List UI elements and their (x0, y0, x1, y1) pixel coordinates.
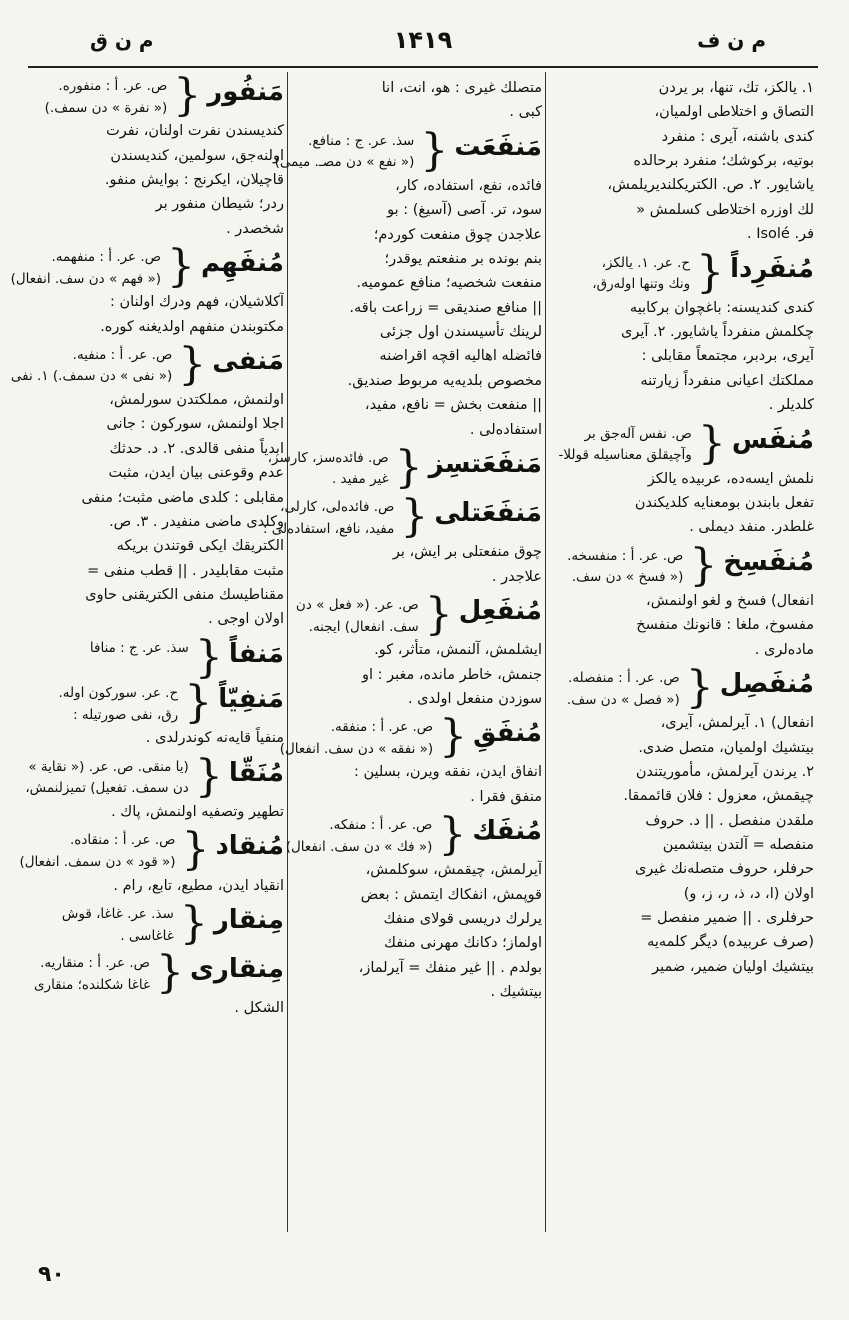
grammar-line: ح. عر. سوركون اولە. (58, 685, 179, 702)
dictionary-entry (22, 897, 284, 949)
continuation-text (548, 76, 814, 247)
definition-line: علاجدن چوق منفعت كوردم؛ (373, 226, 542, 243)
definition-line: ابدياً منفى قالدى. ۲. د. حدثك (109, 440, 284, 457)
definition-line: لرينك تأسيسندن اول جزئى (379, 324, 542, 341)
grammar-line: ص. فائدەلى، كارلى، (280, 499, 395, 516)
grammar-line: ص. عر. أ : منفقه. (330, 719, 434, 736)
definition-line: اولان (ا، د، ذ، ر، ز، و) (683, 885, 814, 902)
definition-line: كنديسندن نفرت اولنان، نفرت (106, 123, 284, 140)
definition-line: مخصوص بلديەيه مربوط صنديق. (347, 372, 542, 389)
definition-line: آيرلمش، چيقمش، سوكلمش، (365, 862, 542, 879)
definition-line: ايشلمش، آلنمش، متأثر، كو. (374, 642, 542, 659)
definition-line: بولدم . || غير منفك = آيرلماز، (358, 959, 542, 976)
grammar-line: (« نفع » دن مصـ. ميمى) (274, 154, 415, 171)
brace-glyph: { (697, 417, 726, 469)
headword: مِنقار (213, 904, 284, 935)
headword: مُنفَرِداً (730, 253, 814, 284)
grammar-line: وآچيقلق معناسيله قوللا- (558, 447, 692, 464)
dictionary-entry (548, 246, 814, 418)
definition-line: ملقدن منفصل . || د. حروف (645, 812, 814, 829)
brace-glyph: { (167, 240, 196, 292)
grammar-note (22, 953, 150, 996)
entry-head (22, 631, 284, 683)
grammar-line: سذ. عر. ج : منافع. (308, 132, 415, 149)
brace-glyph: { (178, 338, 207, 390)
definition (290, 540, 542, 589)
grammar-line: (« نفقه » دن سف. انفعال) (279, 740, 434, 757)
headword: مُنَقّا (228, 757, 284, 788)
grammar-note (280, 717, 433, 760)
header-left-guide: م ن ق (90, 28, 154, 52)
definition-line: بنم بونده بر منفعتم يوقدر؛ (384, 250, 542, 267)
dictionary-entry (22, 631, 284, 683)
column-left (10, 70, 284, 1027)
definition-line: منفق فقرا . (470, 788, 542, 805)
definition-line: الشكل . (234, 1000, 284, 1017)
brace-glyph: { (696, 246, 725, 298)
headword: مُنقاد (215, 831, 284, 862)
headword: مِنقارى (190, 954, 284, 985)
entry-head (22, 947, 284, 999)
page-header (28, 22, 818, 62)
brace-glyph: { (400, 491, 429, 543)
entry-head (548, 417, 814, 469)
grammar-line: ونك وتنها اولەرق، (592, 276, 691, 293)
grammar-line: سذ. عر. غاغا، قوش (61, 905, 174, 922)
entry-head (10, 240, 284, 292)
entry-head (22, 70, 284, 121)
definition-line: آكلاشيلان، فهم ودرك اولنان : (110, 294, 284, 311)
definition-line: جنمش، خاطر ماندە، مغبر : او (361, 666, 542, 683)
grammar-note (19, 830, 175, 873)
grammar-note (286, 815, 433, 858)
definition (548, 589, 814, 662)
grammar-note (11, 345, 172, 388)
grammar-line: مفيد، نافع، استفادەلى : (262, 520, 395, 537)
definition (22, 119, 284, 241)
headword: مُنفَسِخ (723, 546, 814, 577)
definition-line: سوزدن منفعل اولدى . (407, 690, 542, 707)
dictionary-entry (10, 338, 284, 632)
definition-line: قوپمش، انفكاك ايتمش : بعض (360, 886, 542, 903)
definition (290, 858, 542, 1004)
definition (290, 174, 542, 442)
grammar-line: غاغاسى . (120, 927, 174, 944)
definition (548, 467, 814, 540)
grammar-note (548, 668, 680, 711)
grammar-line: (« قود » دن سمف. انفعال) (19, 853, 176, 870)
brace-glyph: { (439, 711, 468, 763)
definition (290, 638, 542, 711)
definition-line: عدم وقوعنى بيان ايدن، مثبت (108, 465, 284, 482)
entry-head (548, 662, 814, 714)
definition-line: فائده، نفع، استفاده، كار، (395, 177, 542, 194)
grammar-line: ح. عر. ۱. يالكز، (601, 254, 691, 271)
header-rule (28, 66, 818, 68)
grammar-note (548, 546, 683, 589)
entry-head (285, 809, 542, 861)
definition-line: ردر؛ شيطان منفور بر (155, 196, 284, 213)
grammar-line: ص. نفس آلەجق بر (584, 425, 692, 442)
grammar-line: ص. عر. أ : منفصله. (568, 670, 680, 687)
definition-line: مقابلى : كلدى ماضى مثبت؛ منفى (81, 489, 284, 506)
entry-head (262, 491, 542, 543)
brace-glyph: { (438, 809, 467, 861)
continuation-text (290, 76, 542, 125)
dictionary-entry (262, 491, 542, 589)
grammar-line: (« فصل » دن سف. (566, 691, 680, 708)
dictionary-entry (279, 711, 542, 809)
brace-glyph: { (689, 539, 718, 591)
text-line: فر. Isolé . (746, 226, 814, 243)
dictionary-entry (267, 441, 542, 493)
definition-line: مادەلرى . (754, 641, 814, 658)
column-right (548, 76, 814, 985)
definition-line: منفياً قايەنه كوندرلدى . (145, 730, 284, 747)
grammar-note (22, 683, 178, 726)
definition (22, 874, 284, 898)
dictionary-entry (22, 947, 284, 1021)
grammar-line: غير مفيد . (331, 471, 389, 488)
headword: مُنفَس (731, 424, 814, 455)
entry-head (548, 246, 814, 298)
grammar-line: (« فهم » دن سف. انفعال) (10, 270, 162, 287)
dictionary-entry (548, 539, 814, 662)
grammar-note (22, 904, 174, 947)
grammar-note (22, 757, 189, 800)
grammar-line: ص. عر. أ : منفهمه. (51, 248, 162, 265)
definition-line: شخصدر . (226, 220, 284, 237)
headword: مَنفَعَتلى (434, 498, 542, 529)
definition-line: بيتشيك اولميان، متصل ضدى. (638, 739, 814, 756)
entry-head (10, 338, 284, 390)
entry-head (548, 539, 814, 591)
text-line: لك اوزره اختلاطى كسلمش « (636, 201, 814, 218)
grammar-note (548, 424, 692, 467)
definition-line: غلطدر. منفد ديملى . (689, 519, 814, 536)
text-line: ياشايور. ۲. ص. الكتريكلنديريلمش، (607, 177, 814, 194)
definition-line: كلديلر . (768, 397, 814, 414)
definition-line: بيتشيك اوليان ضمير، ضمير (652, 958, 814, 975)
definition-line: آيرى، بردبر، مجتمعاً مقابلى : (641, 348, 814, 365)
brace-glyph: { (156, 947, 185, 999)
definition-line: || منفعت بخش = نافع، مفيد، (364, 397, 542, 414)
definition-line: مثبت مقابليدر . || قطب منفى = (87, 562, 284, 579)
grammar-line: سف. انفعال) ايجنه. (308, 618, 419, 635)
brace-glyph: { (685, 662, 714, 714)
entry-head (290, 588, 542, 640)
headword: مُنفَصِل (719, 669, 814, 700)
definition-line: چيقمش، معزول : فلان قائممقا. (623, 788, 814, 805)
brace-glyph: { (179, 897, 208, 949)
headword: مَنفَعَت (454, 131, 542, 162)
headword: مَنفاً (228, 638, 284, 669)
headword: مُنفَهِم (201, 247, 284, 278)
definition-line: كندى كنديسنه: باغچوان بركابيه (629, 299, 814, 316)
grammar-note (290, 595, 419, 638)
grammar-line: ص. عر. أ : منفيه. (72, 346, 173, 363)
definition (22, 800, 284, 824)
grammar-line: (يا منقى. ص. عر. (« نقاية » (28, 758, 189, 775)
footer-signature-mark: ۹۰ (38, 1262, 65, 1287)
definition-line: نلمش ايسەده، عربيده يالكز (647, 470, 814, 487)
grammar-note (275, 131, 415, 174)
grammar-note (11, 247, 161, 290)
definition-line: يرلرك دريسى قولاى منفك (383, 911, 542, 928)
definition-line: وكلدى ماضى منفيدر . ۳. ص. (109, 513, 284, 530)
dictionary-entry (290, 588, 542, 711)
definition-line: مفسوخ، ملغا : قانونك منفسخ (636, 617, 814, 634)
definition-line: حرفلر، حروف متصلەنك غيرى (634, 861, 814, 878)
definition-line: چكلمش منفرداً ياشايور. ۲. آيرى (620, 324, 814, 341)
entry-head (22, 750, 284, 802)
brace-glyph: { (394, 441, 423, 493)
dictionary-entry (10, 240, 284, 339)
text-line: بوتيه، بركوشك؛ منفرد برحالده (633, 153, 814, 170)
definition (22, 290, 284, 339)
definition-line: انفاق ايدن، نفقه ويرن، بسلين : (353, 764, 542, 781)
grammar-line: ص. عر. أ : منقاده. (69, 832, 176, 849)
dictionary-entry (285, 809, 542, 1004)
grammar-line: ص. عر. أ : منفوره. (58, 78, 168, 94)
text-line: التصاق و اختلاطى اولميان، (654, 104, 814, 121)
definition-line: مكتوبندن منفهم اولديغنه كوره. (100, 318, 284, 335)
definition-line: حرفلرى . || ضمير منفصل = (640, 910, 814, 927)
definition-line: اولان اوجى . (208, 611, 284, 628)
entry-head (22, 897, 284, 949)
brace-glyph: { (424, 588, 453, 640)
header-right-guide: م ن ف (697, 28, 766, 52)
definition-line: (صرف عربيده) ديگر كلمەيه (647, 934, 814, 951)
definition-line: ۲. يرندن آيرلمش، مأموريتندن (635, 763, 814, 780)
brace-glyph: { (420, 124, 449, 176)
grammar-line: رق، نفى صورتيله : (73, 706, 179, 723)
definition (548, 296, 814, 418)
brace-glyph: { (194, 750, 223, 802)
headword: مَنفُور (207, 77, 284, 107)
dictionary-entry (22, 750, 284, 825)
definition-line: تطهير وتصفيه اولنمش، پاك . (111, 804, 284, 820)
definition-line: منفصله = آلتدن بيتشمين (662, 837, 814, 854)
definition-line: قاچيلان، ايكرنج : بوايش منفو. (104, 171, 284, 188)
definition-line: فائضله اهاليه اقچه اقراضنه (379, 348, 542, 365)
definition-line: انفعال) فسخ و لغو اولنمش، (646, 592, 814, 609)
headword: مَنفَعَتسِز (428, 448, 542, 479)
definition-line: بيتشيك . (490, 984, 542, 1001)
text-line: متصلك غيرى : هو، انت، انا (381, 80, 542, 96)
definition-line: انفعال) ۱. آيرلمش، آيرى، (660, 715, 814, 732)
definition-line: || منافع صنديقى = زراعت باقه. (349, 299, 542, 316)
grammar-line: (« نفرة » دن سمف.) (44, 99, 168, 116)
definition-line: تفعل بابندن بومعنايه كلديكندن (634, 495, 814, 512)
grammar-line: ص. عر. أ : منفسخه. (567, 547, 684, 564)
definition-line: استفادەلى . (469, 421, 542, 438)
definition-line: انقياد ايدن، مطيع، تابع، رام . (113, 877, 284, 894)
grammar-note (22, 638, 189, 660)
definition-line: اجلا اولنمش، سوركون : جانى (106, 416, 284, 433)
headword: مُنفَك (472, 816, 542, 847)
grammar-line: (« فك » دن سف. انفعال) (285, 838, 433, 855)
grammar-note (22, 76, 167, 119)
definition (290, 760, 542, 809)
brace-glyph: { (184, 677, 213, 729)
text-line: ۱. يالكز، تك، تنها، بر يردن (658, 80, 814, 96)
definition-line: سود، تر. آصى (آسيغ) : بو (387, 202, 542, 219)
entry-head (19, 824, 284, 876)
definition-line: منفعت شخصيه؛ منافع عموميه. (356, 275, 542, 292)
dictionary-entry (19, 824, 284, 898)
grammar-line: غاغا شكلنده؛ منقارى (33, 976, 151, 993)
grammar-line: ص. عر. أ : منفكه. (329, 817, 433, 834)
definition-line: اولنەجق، سولمين، كنديسندن (110, 147, 284, 164)
grammar-line: ص. فائدەسز، كارسز، (267, 449, 389, 466)
grammar-line: (« فسخ » دن سف. (571, 569, 684, 586)
entry-head (22, 677, 284, 729)
entry-head (274, 124, 542, 176)
definition-line: الكتريقك ايكى قوتندن بريكه (116, 538, 284, 555)
grammar-line: دن سمف. تفعيل) تميزلنمش، (25, 780, 189, 797)
definition (22, 388, 284, 632)
brace-glyph: { (181, 824, 210, 876)
entry-head (267, 441, 542, 493)
column-middle (262, 76, 542, 1010)
dictionary-entry (22, 677, 284, 751)
headword: مُنفَقِ (473, 718, 542, 749)
dictionary-entry (22, 70, 284, 241)
definition (22, 996, 284, 1020)
grammar-note (268, 448, 389, 491)
definition-line: اولماز؛ دكانك مهرنى منفك (384, 935, 542, 952)
entry-head (279, 711, 542, 763)
dictionary-entry (548, 417, 814, 540)
headword: مُنفَعِل (458, 595, 542, 626)
definition-line: علاجدر . (491, 568, 542, 585)
page-number: ۱۴۱۹ (393, 26, 453, 54)
grammar-line: ص. عر. أ : منقاريه. (40, 955, 151, 972)
definition-line: اولنمش، مملكتدن سورلمش، (109, 392, 284, 409)
brace-glyph: { (194, 631, 223, 683)
text-line: كبى . (509, 104, 542, 121)
grammar-line: سذ. عر. ج : منافا (89, 639, 189, 656)
definition (22, 726, 284, 750)
definition-line: چوق منفعتلى بر ايش، بر (392, 544, 542, 561)
definition (548, 711, 814, 979)
grammar-note (548, 253, 690, 296)
text-line: كندى باشنه، آيرى : منفرد (661, 128, 814, 145)
grammar-line: (« نفى » دن سمف.) ۱. نفى (10, 368, 173, 385)
definition-line: مقناطيسك منفى الكتريقنى حاوى (85, 586, 284, 603)
headword: مَنفى (212, 345, 284, 376)
headword: مَنفِيّاً (218, 684, 284, 715)
dictionary-entry (274, 124, 542, 442)
brace-glyph: { (173, 70, 202, 121)
column-divider (545, 72, 546, 1232)
column-divider (287, 72, 288, 1232)
dictionary-entry (548, 662, 814, 979)
grammar-line: ص. عر. (« فعل » دن (295, 596, 419, 613)
definition-line: مملكتك اعيانى منفرداً زيارتنه (640, 372, 814, 389)
